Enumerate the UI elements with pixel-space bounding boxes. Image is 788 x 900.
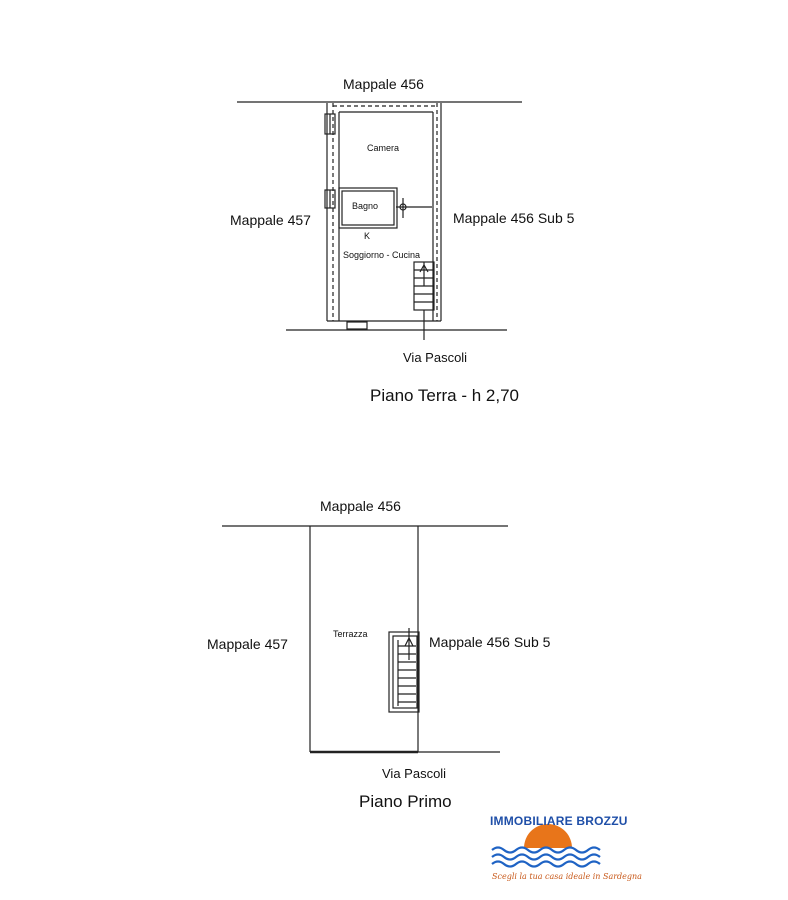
- agency-name: IMMOBILIARE BROZZU: [490, 814, 628, 828]
- ground-top-parcel-label: Mappale 456: [343, 76, 424, 92]
- agency-logo-graphic: [492, 824, 600, 867]
- ground-left-parcel-label: Mappale 457: [230, 212, 311, 228]
- first-right-parcel-label: Mappale 456 Sub 5: [429, 634, 551, 650]
- ground-floor-title: Piano Terra - h 2,70: [370, 386, 519, 405]
- ground-street-label: Via Pascoli: [403, 350, 468, 365]
- room-label-camera: Camera: [367, 143, 400, 153]
- room-label-bagno: Bagno: [352, 201, 379, 211]
- agency-slogan: Scegli la tua casa ideale in Sardegna: [492, 872, 642, 881]
- ground-right-parcel-label: Mappale 456 Sub 5: [453, 210, 575, 226]
- first-floor-title: Piano Primo: [359, 792, 452, 811]
- waves-icon: [492, 848, 600, 867]
- room-label-k: K: [364, 231, 371, 241]
- first-top-parcel-label: Mappale 456: [320, 498, 401, 514]
- first-street-label: Via Pascoli: [382, 766, 447, 781]
- first-left-parcel-label: Mappale 457: [207, 636, 288, 652]
- room-label-terrazza: Terrazza: [333, 629, 368, 639]
- room-label-soggiorno: Soggiorno - Cucina: [343, 250, 421, 260]
